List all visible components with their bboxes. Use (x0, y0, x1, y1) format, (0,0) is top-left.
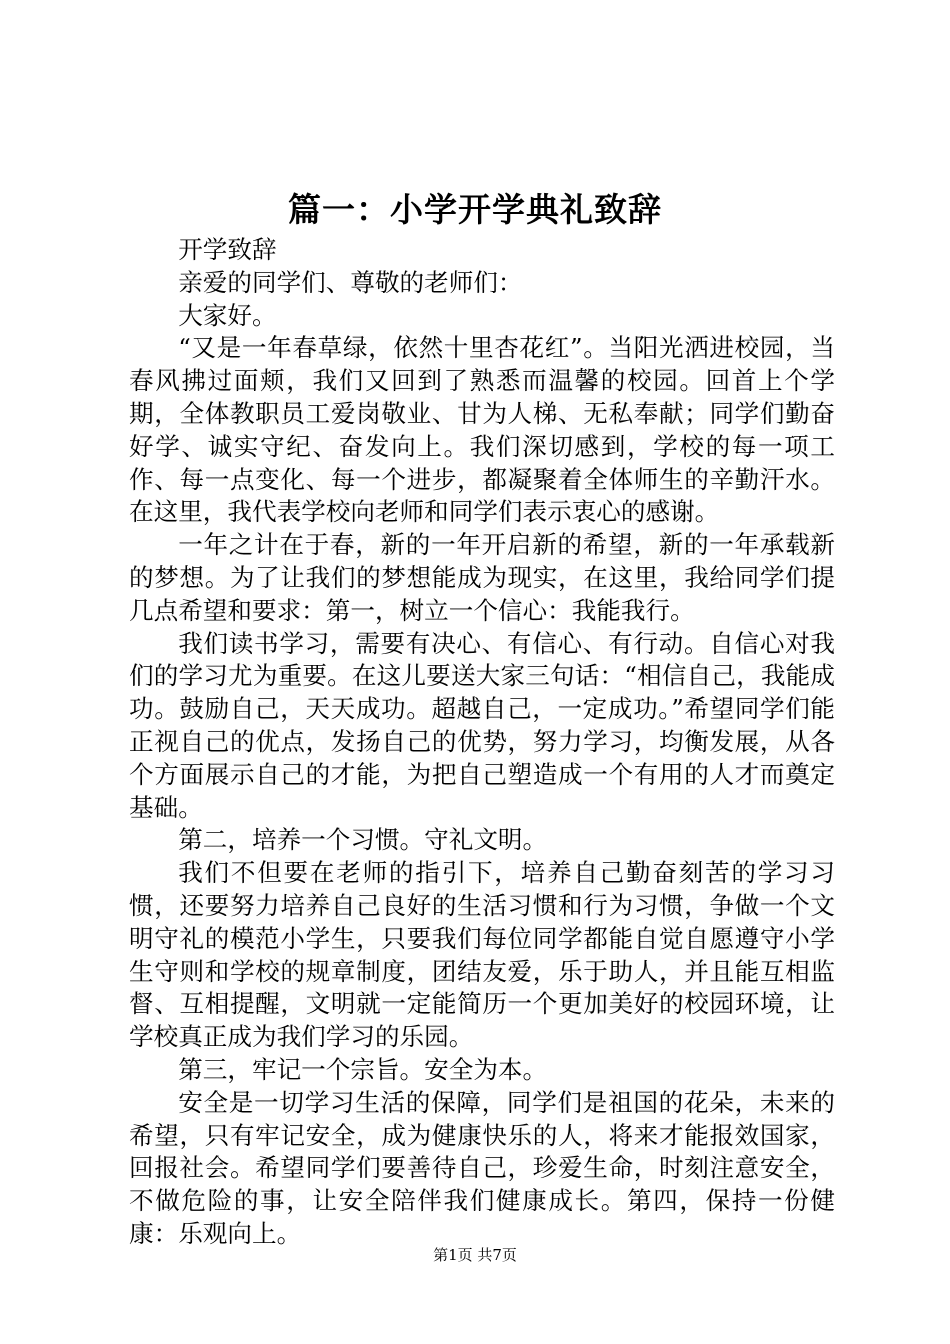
paragraph-hello: 大家好。 (178, 300, 277, 330)
paragraph-second-point: 第二，培养一个习惯。守礼文明。 (178, 825, 548, 855)
paragraph-new-year: 一年之计在于春，新的一年开启新的希望，新的一年承载新的梦想。为了让我们的梦想能成为现实，在这里，我给同学们提几点希望和要求：第一，树立一个信心：我能我行。 (129, 530, 835, 625)
page-footer: 第1页 共7页 (433, 1246, 517, 1264)
paragraph-habits: 我们不但要在老师的指引下，培养自己勤奋刻苦的学习习惯，还要努力培养自己良好的生活习惯和行为习惯，争做一个文明守礼的模范小学生，只要我们每位同学都能自觉自愿遵守小学生守则和学校的规章制度，团结友爱，乐于助人，并且能互相监督、互相提醒，文明就一定能简历一个更加美好的校园环境，让学校真正成为我们学习的乐园。 (129, 858, 835, 1052)
paragraph-greeting-title: 开学致辞 (178, 235, 277, 264)
document-body (129, 234, 835, 1251)
paragraph-salutation: 亲爱的同学们、尊敬的老师们： (178, 267, 523, 297)
paragraph-confidence: 我们读书学习，需要有决心、有信心、有行动。自信心对我们的学习尤为重要。在这儿要送大家三句话：“相信自己，我能成功。鼓励自己，天天成功。超越自己，一定成功。”希望同学们能正视自己的优点，发扬自己的优势，努力学习，均衡发展，从各个方面展示自己的才能，为把自己塑造成一个有用的人才而奠定基础。 (129, 628, 835, 822)
paragraph-opening: “又是一年春草绿，依然十里杏花红”。当阳光洒进校园，当春风拂过面颊，我们又回到了熟悉而温馨的校园。回首上个学期，全体教职员工爱岗敬业、甘为人梯、无私奉献；同学们勤奋好学、诚实守纪、奋发向上。我们深切感到，学校的每一项工作、每一点变化、每一个进步，都凝聚着全体师生的辛勤汗水。在这里，我代表学校向老师和同学们表示衷心的感谢。 (129, 333, 835, 527)
paragraph-third-point: 第三，牢记一个宗旨。安全为本。 (178, 1054, 548, 1084)
paragraph-safety: 安全是一切学习生活的保障，同学们是祖国的花朵，未来的希望，只有牢记安全，成为健康快乐的人，将来才能报效国家，回报社会。希望同学们要善待自己，珍爱生命，时刻注意安全，不做危险的事，让安全陪伴我们健康成长。第四，保持一份健康：乐观向上。 (129, 1087, 835, 1248)
document-title: 篇一：小学开学典礼致辞 (288, 190, 662, 229)
